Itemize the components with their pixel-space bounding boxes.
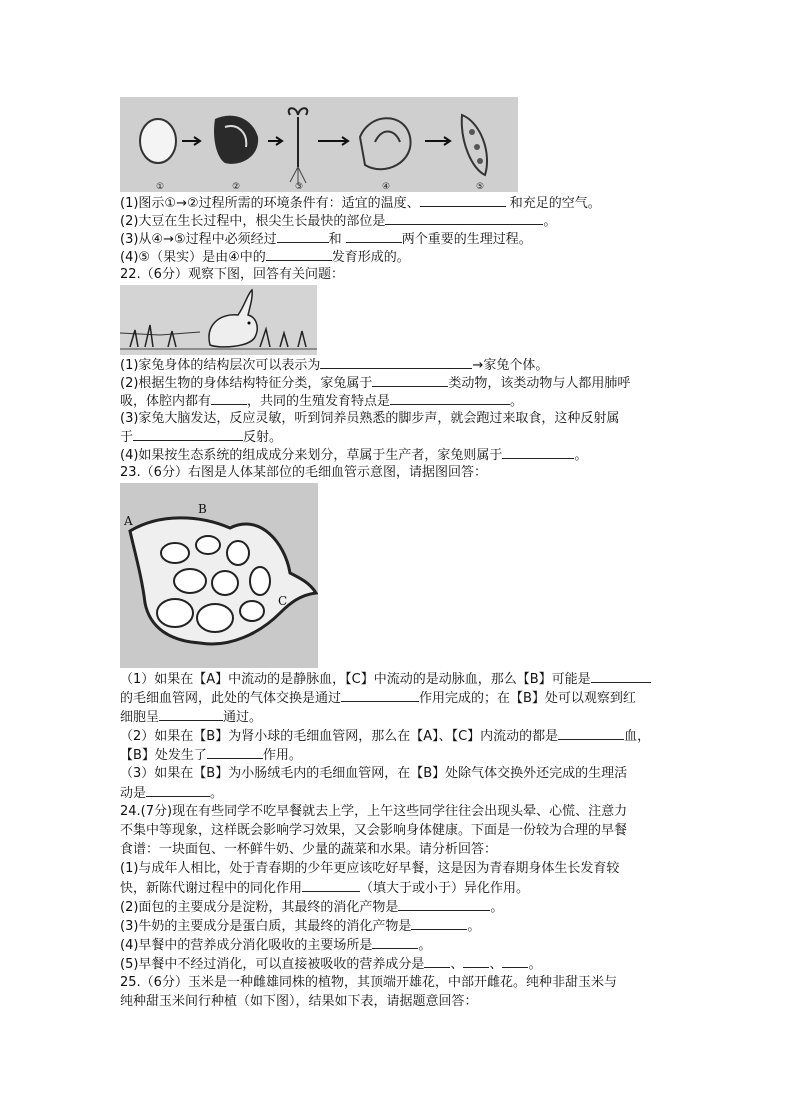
q21-1: (1)图示①→②过程所需的环境条件有：适宜的温度、 和充足的空气。 (120, 196, 601, 211)
fig1-label-2: ② (232, 182, 241, 192)
fig1-label-5: ⑤ (476, 182, 485, 192)
q21-3: (3)从④→⑤过程中必须经过 和 两个重要的生理过程。 (120, 232, 532, 247)
q24-1: (1)与成年人相比，处于青春期的少年更应该吃好早餐，这是因为青春期身体生长发育较 (120, 861, 620, 876)
q24-stem-2: 不集中等现象，这样既会影响学习效果，又会影响身体健康。下面是一份较为合理的早餐 (120, 823, 628, 838)
q22-1: (1)家兔身体的结构层次可以表示为 →家兔个体。 (120, 358, 549, 373)
q22-3: (3)家兔大脑发达，反应灵敏，听到饲养员熟悉的脚步声，就会跑过来取食，这种反射属 (120, 411, 620, 426)
q22-2b: 吸，体腔内都有 ，共同的生殖发育特点是 。 (120, 394, 524, 409)
q23-2: （2）如果在【B】为肾小球的毛细血管网，那么在【A】、【C】内流动的都是 血， (120, 729, 651, 744)
q23-3: （3）如果在【B】为小肠绒毛内的毛细血管网，在【B】处除气体交换外还完成的生理活 (120, 766, 628, 781)
q23-1c: 细胞呈 通过。 (120, 710, 263, 725)
q24-heading: 24.(7分)现在有些同学不吃早餐就去上学，上午这些同学往往会出现头晕、心慌、注意力 (120, 804, 628, 819)
q24-1b: 快，新陈代谢过程中的同化作用 （填大于或小于）异化作用。 (120, 881, 530, 896)
capillary-network-figure (120, 483, 318, 668)
q25-stem-2: 纯种甜玉米间行种植（如下图），结果如下表，请据题意回答： (120, 994, 478, 1009)
q23-2b: 【B】处发生了 作用。 (120, 748, 302, 763)
q22-4: (4)如果按生态系统的组成成分来划分，草属于生产者，家兔则属于 。 (120, 448, 588, 463)
fig1-label-3: ③ (295, 182, 304, 192)
fig3-label-b: B (198, 502, 207, 516)
q22-heading: 22.（6分）观察下图，回答有关问题： (120, 267, 344, 282)
q23-3b: 动是 。 (120, 786, 224, 801)
fig1-label-1: ① (156, 182, 165, 192)
q25-heading: 25.（6分）玉米是一种雌雄同株的植物，其顶端开雄花，中部开雌花。纯种非甜玉米与 (120, 975, 617, 990)
fig3-label-a: A (124, 514, 133, 528)
q23-1: （1）如果在【A】中流动的是静脉血，【C】中流动的是动脉血，那么【B】可能是 (120, 670, 651, 688)
q24-2: (2)面包的主要成分是淀粉，其最终的消化产物是 。 (120, 900, 504, 915)
q23-heading: 23.（6分）右图是人体某部位的毛细血管示意图，请据图回答： (120, 465, 487, 480)
q21-2: (2)大豆在生长过程中，根尖生长最快的部位是 。 (120, 214, 557, 229)
q23-1b: 的毛细血管网，此处的气体交换是通过 作用完成的；在【B】处可以观察到红 (120, 691, 636, 706)
q21-4: (4)⑤（果实）是由④中的 发育形成的。 (120, 250, 410, 265)
rabbit-figure (120, 285, 317, 355)
q24-4: (4)早餐中的营养成分消化吸收的主要场所是 。 (120, 938, 432, 953)
q22-3b: 于 反射。 (120, 430, 283, 445)
fig1-label-4: ④ (382, 182, 391, 192)
q24-3: (3)牛奶的主要成分是蛋白质，其最终的消化产物是 。 (120, 919, 481, 934)
q22-2: (2)根据生物的身体结构特征分类，家兔属于 类动物，该类动物与人都用肺呼 (120, 376, 631, 391)
soybean-development-figure (120, 97, 518, 192)
fig3-label-c: C (278, 594, 288, 608)
q24-stem-3: 食谱：一块面包、一杯鲜牛奶、少量的蔬菜和水果。请分析回答： (120, 842, 498, 857)
q24-5: (5)早餐中不经过消化，可以直接被吸收的营养成分是 、 、 。 (120, 957, 542, 972)
